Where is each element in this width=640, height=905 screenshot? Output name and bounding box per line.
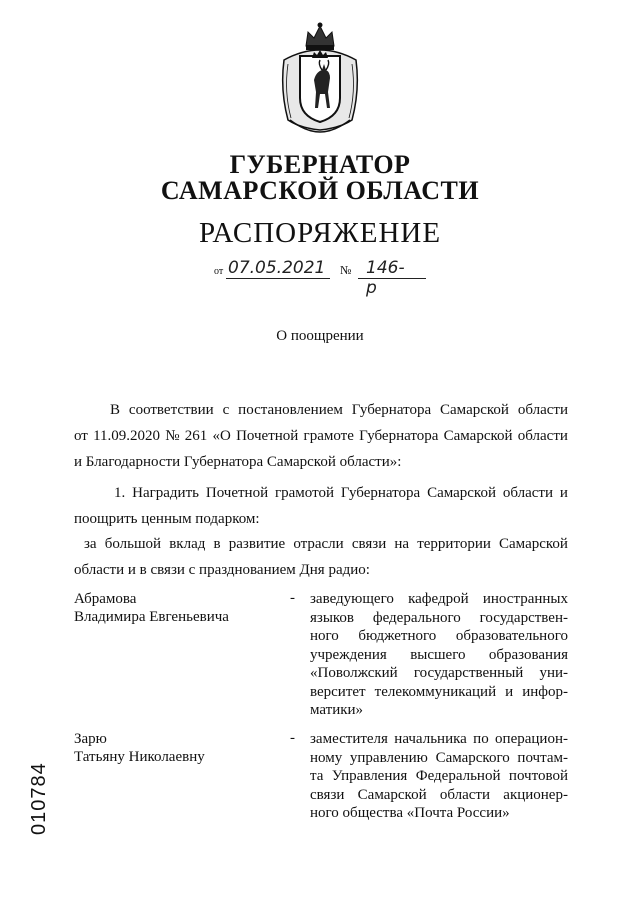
clause-1-paragraph	[74, 480, 568, 532]
recipient-2-surname: Зарю	[74, 731, 107, 747]
number-prefix: №	[340, 263, 352, 277]
side-registration-number: 010784	[28, 762, 50, 835]
handwritten-number: 146-р	[366, 258, 405, 298]
document-subject: О поощрении	[276, 328, 364, 344]
date-underline	[226, 278, 330, 279]
recipient-1-position-line: заведующего кафедрой иностранных	[310, 591, 568, 607]
recipient-1-position-line: ного бюджетного образовательного	[310, 628, 568, 644]
handwritten-date: 07.05.2021	[228, 258, 326, 278]
reason-line-1: за большой вклад в развитие отрасли связи на территории Самарской	[84, 536, 568, 552]
recipient-2-dash: -	[290, 730, 295, 746]
coat-of-arms-icon	[278, 20, 362, 135]
preamble-line-1: В соответствии с постановлением Губернатора Самарской области	[110, 402, 568, 418]
clause-1-line-2: поощрить ценным подарком:	[74, 511, 260, 527]
reason-line-2: области и в связи с празднованием Дня радио:	[74, 562, 370, 578]
preamble-line-2: от 11.09.2020 № 261 «О Почетной грамоте Губернатора Самарской области	[74, 428, 568, 444]
recipient-1-position-line: верситет телекоммуникаций и инфор-	[310, 683, 568, 700]
recipient-2-position-line: ного общества «Почта России»	[310, 805, 510, 821]
clause-1-line-1: 1. Наградить Почетной грамотой Губернатора Самарской области и	[114, 485, 568, 501]
date-prefix: от	[214, 266, 224, 277]
recipient-1-position-line: языков федерального государствен-	[310, 609, 568, 626]
recipient-1-position-line: «Поволжский государственный уни-	[310, 665, 568, 681]
recipient-2-position-line: ному управлению Самарского почтам-	[310, 749, 568, 766]
preamble-line-3: и Благодарности Губернатора Самарской области»:	[74, 454, 402, 470]
document-type-heading: РАСПОРЯЖЕНИЕ	[198, 217, 442, 249]
recipient-1-position-line: матики»	[310, 702, 364, 718]
recipient-1-position	[310, 590, 568, 720]
recipient-2-given-names: Татьяну Николаевну	[74, 749, 205, 765]
recipient-2-name	[74, 730, 205, 766]
recipient-2-position-line: связи Самарской области акционер-	[310, 786, 568, 803]
recipient-1-surname: Абрамова	[74, 591, 137, 607]
recipient-1-given-names: Владимира Евгеньевича	[74, 609, 229, 625]
recipient-2-position-line: заместителя начальника по операцион-	[310, 731, 568, 747]
recipient-2-position-line: та Управления Федеральной почтовой	[310, 768, 568, 784]
issuer-title-line2: САМАРСКОЙ ОБЛАСТИ	[160, 176, 480, 205]
recipient-2-position	[310, 730, 568, 823]
recipient-1-name	[74, 590, 229, 626]
preamble-paragraph	[74, 397, 568, 475]
reason-paragraph	[74, 531, 568, 583]
issuer-title-line1: ГУБЕРНАТОР	[229, 150, 411, 179]
recipient-1-position-line: учреждения высшего образования	[310, 646, 568, 663]
recipient-1-dash: -	[290, 590, 295, 606]
